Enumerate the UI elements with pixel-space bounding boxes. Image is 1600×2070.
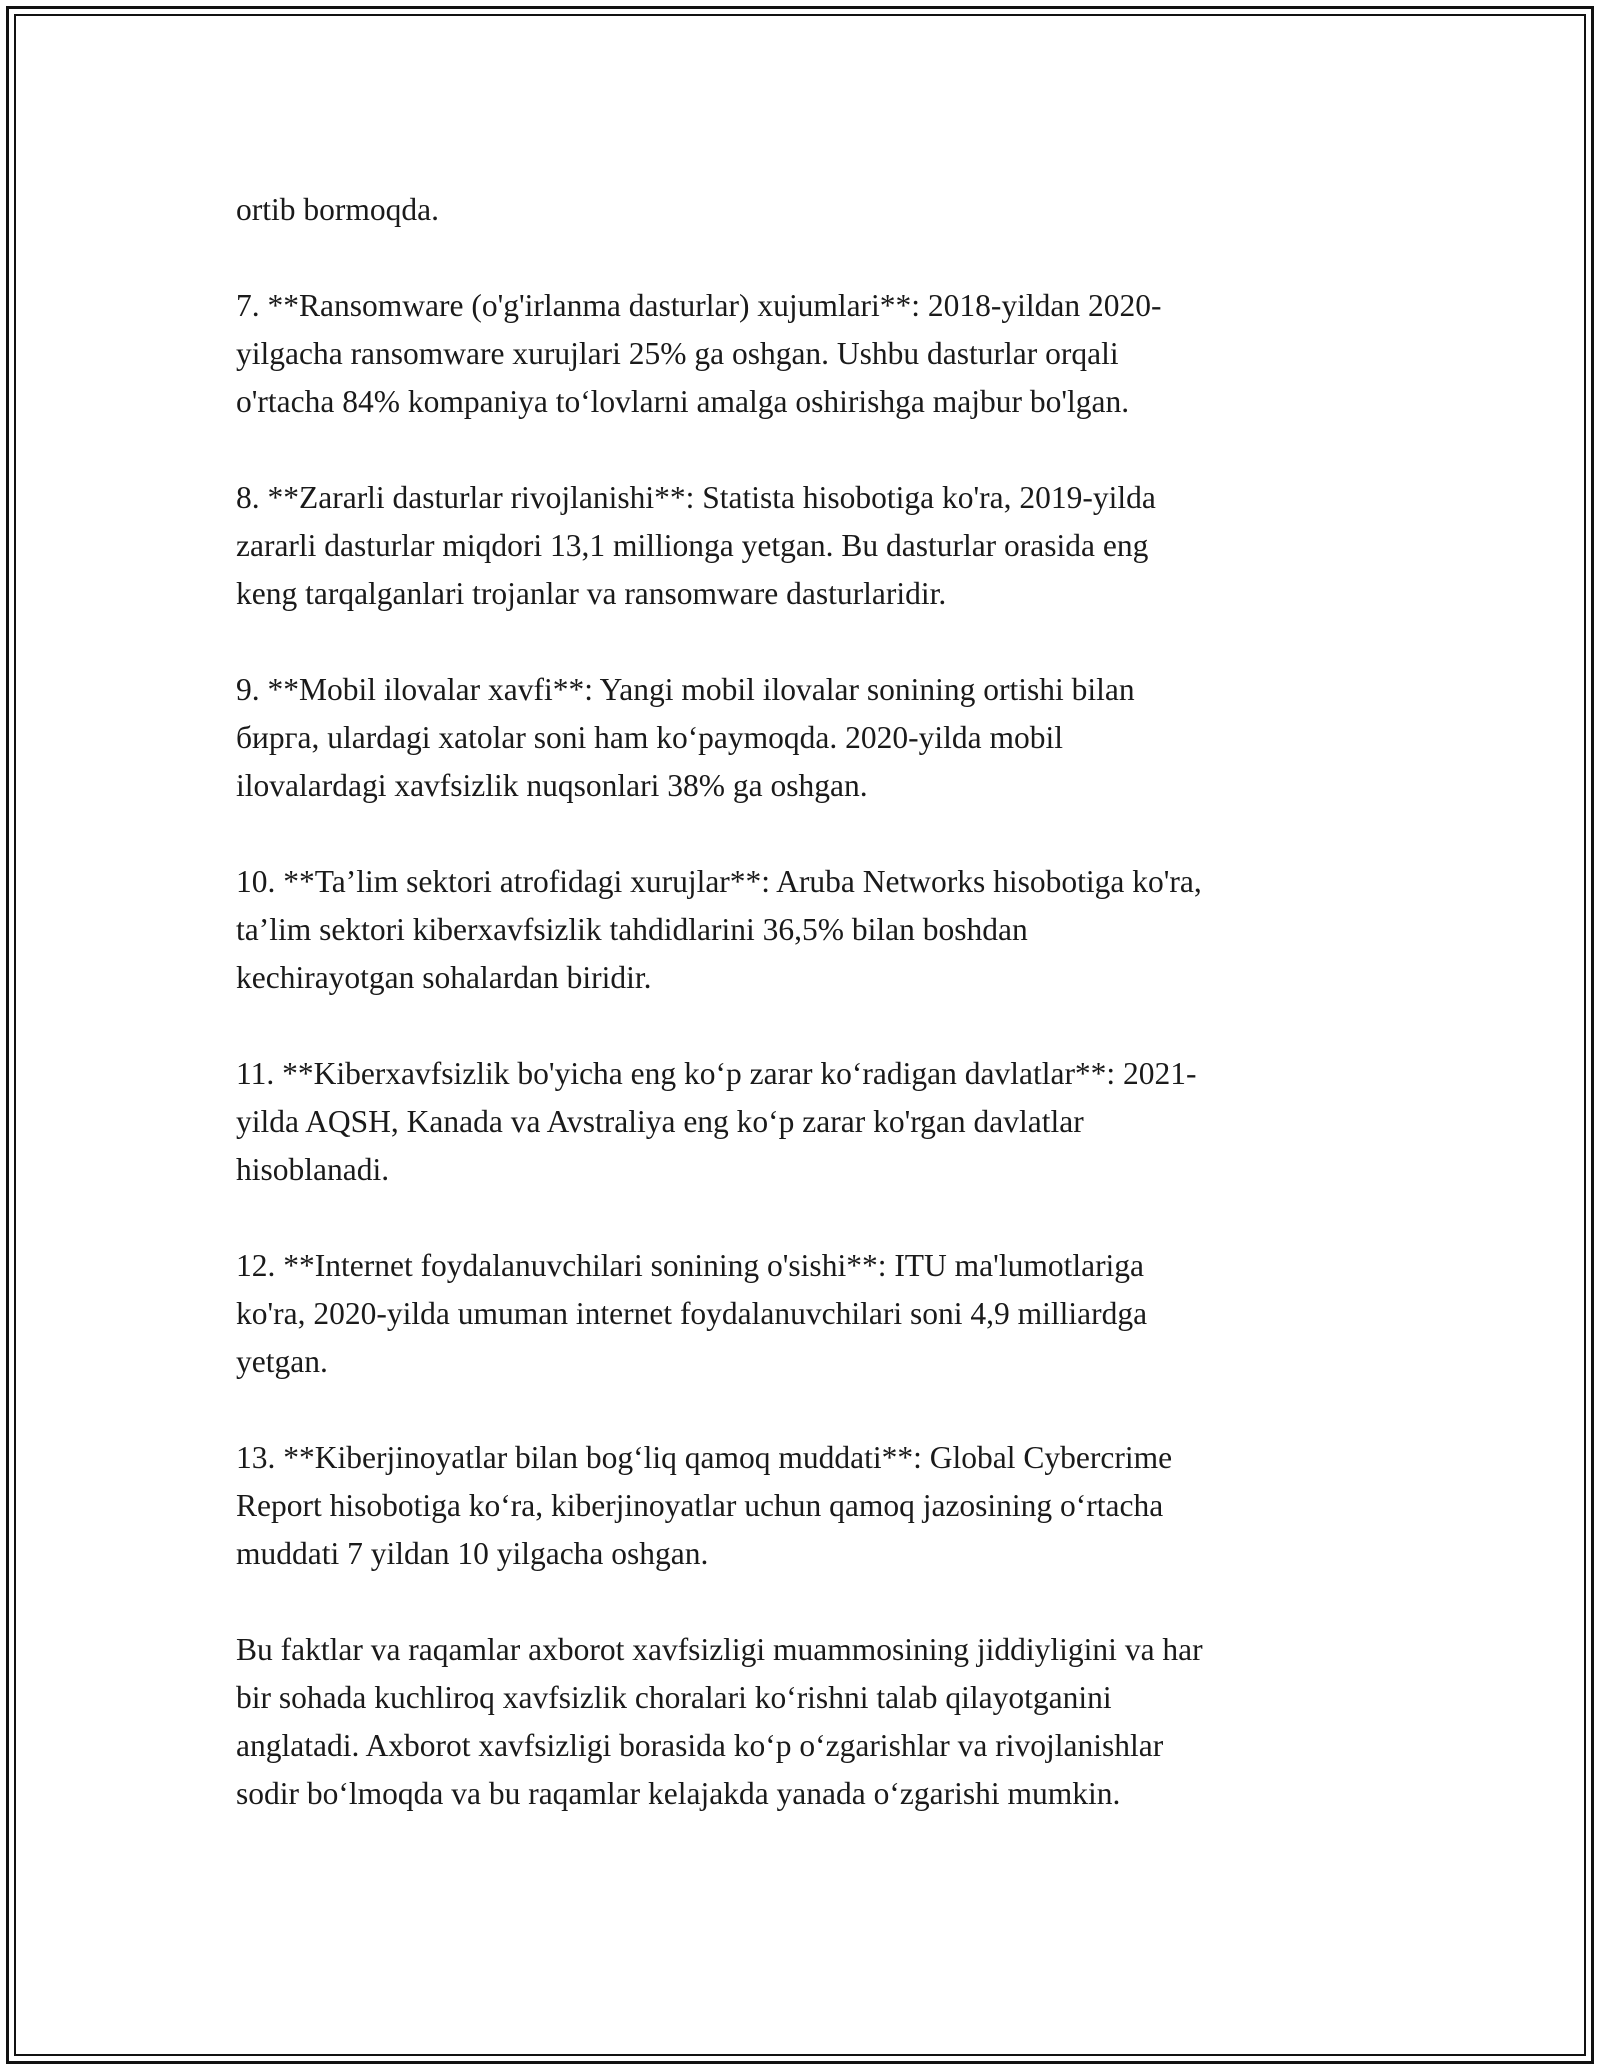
list-item-7-ransomware: 7. **Ransomware (o'g'irlanma dasturlar) xujumlari**: 2018-yildan 2020- yilgacha ransomware xurujlari 25% ga oshgan. Ushbu dasturlar orqali o'rtacha 84% kompaniya to‘lovlarni amalga oshirishga majbur bo'lgan. [236,288,1162,419]
list-item-9-mobile-apps: 9. **Mobil ilovalar xavfi**: Yangi mobil ilovalar sonining ortishi bilan бирга, ulardagi xatolar soni ham ko‘paymoqda. 2020-yilda mobil ilovalardagi xavfsizlik nuqsonlari 38% ga oshgan. [236,672,1135,803]
document-body [236,186,1386,1818]
list-item-11-countries: 11. **Kiberxavfsizlik bo'yicha eng ko‘p zarar ko‘radigan davlatlar**: 2021- yilda AQSH, Kanada va Avstraliya eng ko‘p zarar ko'rgan davlatlar hisoblanadi. [236,1056,1197,1187]
paragraph-conclusion: Bu faktlar va raqamlar axborot xavfsizligi muammosining jiddiyligini va har bir sohada kuchliroq xavfsizlik choralari ko‘rishni talab qilayotganini anglatadi. Axborot xavfsizligi borasida ko‘p o‘zgarishlar va rivojlanishlar sodir bo‘lmoqda va bu raqamlar kelajakda yanada o‘zgarishi mumkin. [236,1632,1203,1811]
list-item-10-education: 10. **Ta’lim sektori atrofidagi xurujlar**: Aruba Networks hisobotiga ko'ra, ta’lim sektori kiberxavfsizlik tahdidlarini 36,5% bilan boshdan kechirayotgan sohalardan biridir. [236,864,1202,995]
paragraph-continuation: ortib bormoqda. [236,192,439,227]
list-item-8-malware: 8. **Zararli dasturlar rivojlanishi**: Statista hisobotiga ko'ra, 2019-yilda zararli dasturlar miqdori 13,1 millionga yetgan. Bu dasturlar orasida eng keng tarqalganlari trojanlar va ransomware dasturlaridir. [236,480,1156,611]
list-item-12-internet-users: 12. **Internet foydalanuvchilari sonining o'sishi**: ITU ma'lumotlariga ko'ra, 2020-yilda umuman internet foydalanuvchilari soni 4,9 milliardga yetgan. [236,1248,1148,1379]
list-item-13-prison-terms: 13. **Kiberjinoyatlar bilan bog‘liq qamoq muddati**: Global Cybercrime Report hisobotiga ko‘ra, kiberjinoyatlar uchun qamoq jazosining o‘rtacha muddati 7 yildan 10 yilgacha oshgan. [236,1440,1173,1571]
